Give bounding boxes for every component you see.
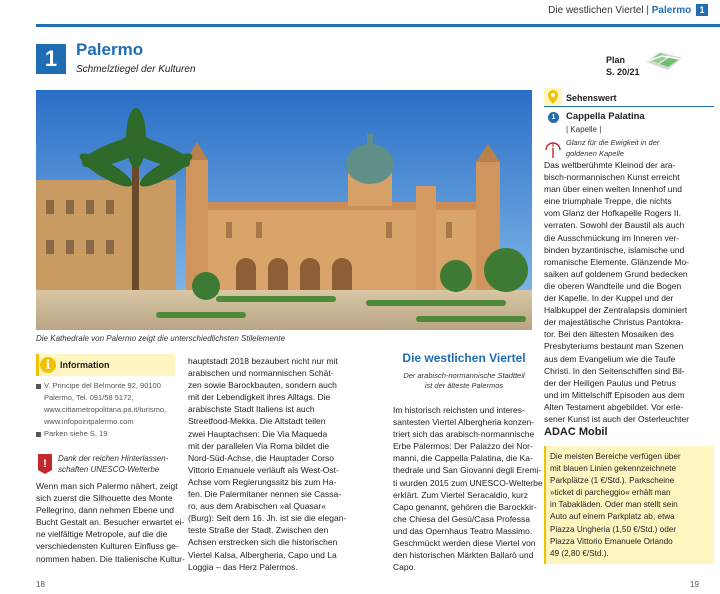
info-line: Palermo, Tel. 091/58 5172, [44,393,134,402]
header-city: Palermo [651,5,692,16]
plan-page: S. 20/21 [606,67,640,77]
cathedral-photo [36,90,532,330]
section-text-column: Im historisch reichsten und interes- santesten Viertel Albergheria konzen- triert sich das arabisch-normannische Erbe Palermos: Der Palazzo dei Nor- manni, die Cappella Palatina, die Ka- thedrale und San Giovanni degli Eremi- ti wurden 2015 zum UNESCO-Welterbe erklärt. Zum Viertel Seracaldio, kurz Capo genannt, gehören die Barockkir- che Chiesa del Gesù/Casa Professa und das Opernhaus Teatro Massimo. Geschmückt werden diese Viertel von den historischen Märkten Ballarò und Capo. [393,405,543,573]
section-subtitle: Der arabisch-normannische Stadtteil ist der älteste Palermos [403,371,525,390]
sights-label: Sehenswert [566,93,617,103]
intro-text-column-2: hauptstadt 2018 bezaubert nicht nur mit arabischen und normannischen Schät- zen sowie Barockbauten, sondern auch mit der Lebendigkeit ihres Alltags. Die arabischste Stadt Italiens ist auch Streetfood-Mekka. Die Altstadt teilen zwei Hauptachsen: Die Via Maqueda mit der parallelen Via Roma bildet die Nord-Süd-Achse, die Hauptader Corso Vittorio Emanuele verläuft als West-Ost- Achse vom Regierungssitz bis zum Ha- fen. Die Palermitaner nennen sie Cassa- ro, aus dem Arabischen »al Quasar« (Burg): Seit dem 16. Jh. ist sie die elegan- teste Straße der Stadt. Zwischen den Achsen erstrecken sich die historischen Viertel Kalsa, Albergheria, Capo und La Loggia – das Herz Palermos. [188,356,347,572]
adac-text: Die meisten Bereiche verfügen über mit blauen Linien gekennzeichnete Parkplätze (1 €/Std.). Parkscheine »ticket di parcheggio« erhält man in Tabakläden. Oder man stellt sein Auto auf einem Parkplatz ab, etwa Piazza Ungheria (1,50 €/Std.) oder Piazza Vittorio Emanuele Orlando 49 (2,80 €/Std.). [550,452,681,558]
svg-text:!: ! [43,458,47,470]
header-chapter-number: 1 [696,4,708,16]
bullet-square [36,432,41,437]
info-line: Parken siehe S. 19 [36,428,176,440]
chapter-number: 1 [36,44,66,74]
header-separator: | [646,5,649,16]
info-link[interactable]: www.infopointpalermo.com [44,417,134,426]
sights-rule [544,106,714,107]
sight-category: | Kapelle | [566,125,602,134]
info-title: Information [60,360,110,370]
sight-description: Das weltberühmte Kleinod der ara- bisch-normannischen Kunst erreicht man über einen weiten Innenhof und eine triumphale Treppe, die nichts vom Glanz der Hofkapelle Rogers II. verraten. Sowohl der Baustil als auch die Ausschmückung im Inneren ver- binden byzantinische, islamische und romanische Elemente. Glänzende Mo- saiken auf goldenem Grund bedecken die oberen Wandteile und die Bogen der Kapelle. In der Kuppel und der Halbkuppel der Zentralapsis dominiert der majestätische Christus Pantokra- tor. Bei den ältesten Mosaiken des Presbyteriums bestaunt man Szenen aus dem Evangelium wie die Taufe Christi. In den Seitenschiffen sind Bil- der der Heiligen Paulus und Petrus und im Mittelschiff Episoden aus dem Alten Testament abgebildet. Vor erle- sener Kunst ist auch der Osterleuchter [544,160,690,424]
page-number-left: 18 [36,580,45,589]
info-icon: i [40,357,56,373]
exclamation-icon [544,138,562,160]
bullet-square [36,384,41,389]
sight-name: Cappella Palatina [566,111,645,122]
running-header [548,4,708,16]
plan-label: Plan [606,55,626,65]
header-rule [36,24,720,27]
map-icon [644,44,684,74]
chapter-subtitle: Schmelztiegel der Kulturen [76,64,196,75]
svg-text:!: ! [551,141,555,151]
sight-tip: Glanz für die Ewigkeit in der goldenen Kapelle [566,138,660,158]
photo-caption: Die Kathedrale von Palermo zeigt die unterschiedlichsten Stilelemente [36,334,286,343]
exclamation-icon [36,452,54,476]
adac-title: ADAC Mobil [544,426,608,438]
header-section-name: Die westlichen Viertel [548,5,644,16]
chapter-title: Palermo [76,40,144,59]
unesco-tip: Dank der reichen Hinterlassen- schaften UNESCO-Welterbe [58,454,169,474]
intro-text-column-1: Wenn man sich Palermo nähert, zeigt sich zuerst die Silhouette des Monte Pellegrino, dann nehmen Ebene und Bucht Gestalt an. Besucher erwartet ei- ne vielfältige Metropole, auf die die verschiedensten Kulturen Einfluss ge- nommen haben. Die Italienische Kultur- [36,481,185,564]
page-number-right: 19 [690,580,699,589]
info-link[interactable]: www.cittametropolitana.pa.it/turismo, [44,405,167,414]
section-title: Die westlichen Viertel [402,351,526,365]
location-pin-icon [544,88,562,106]
info-body [36,380,176,440]
plan-reference [606,54,640,78]
sight-number: 1 [548,112,559,123]
info-line: V. Principe del Belmonte 92, 90100 [36,380,176,392]
